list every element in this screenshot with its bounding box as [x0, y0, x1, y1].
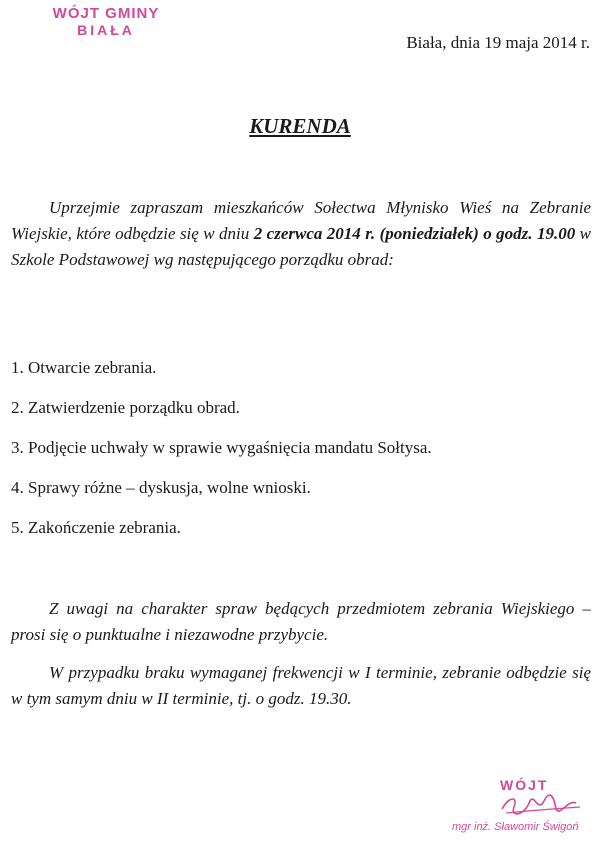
agenda-item: 2. Zatwierdzenie porządku obrad.: [11, 398, 240, 417]
document-date: Biała, dnia 19 maja 2014 r.: [406, 33, 590, 52]
note-paragraph-2: [11, 660, 591, 712]
signature-block: [452, 777, 600, 843]
intro-paragraph: [11, 195, 591, 273]
intro-text-1: Uprzejmie zapraszam mieszkańców Sołectwa Młynisko Wieś na Zebranie Wiejskie, które odbędzie się w dniu: [11, 198, 591, 243]
agenda-item: 4. Sprawy różne – dyskusja, wolne wnioski.: [11, 478, 311, 497]
document-title: KURENDA: [249, 114, 351, 138]
intro-text-2: w Szkole Podstawowej wg następującego porządku obrad:: [11, 224, 591, 269]
stamp-line-1: WÓJT GMINY: [52, 5, 160, 22]
note-paragraph-1: [11, 596, 591, 648]
agenda-item: 3. Podjęcie uchwały w sprawie wygaśnięcia mandatu Sołtysa.: [11, 438, 432, 457]
note-1-text: Z uwagi na charakter spraw będących przedmiotem zebrania Wiejskiego – prosi się o punktualne i niezawodne przybycie.: [11, 599, 591, 644]
signatory-name: mgr inż. Sławomir Świgoń: [452, 821, 579, 833]
agenda-list: [11, 355, 432, 555]
note-2-text: W przypadku braku wymaganej frekwencji w I terminie, zebranie odbędzie się w tym samym dniu w II terminie, tj. o godz. 19.30.: [11, 663, 591, 708]
intro-date-time: 2 czerwca 2014 r. (poniedziałek) o godz. 19.00: [253, 224, 576, 243]
office-stamp: [36, 6, 176, 38]
handwritten-signature: [496, 787, 586, 821]
signature-title: WÓJT: [500, 777, 549, 793]
stamp-line-2: BIAŁA: [77, 21, 135, 38]
agenda-item: 5. Zakończenie zebrania.: [11, 518, 181, 537]
agenda-item: 1. Otwarcie zebrania.: [11, 358, 157, 377]
